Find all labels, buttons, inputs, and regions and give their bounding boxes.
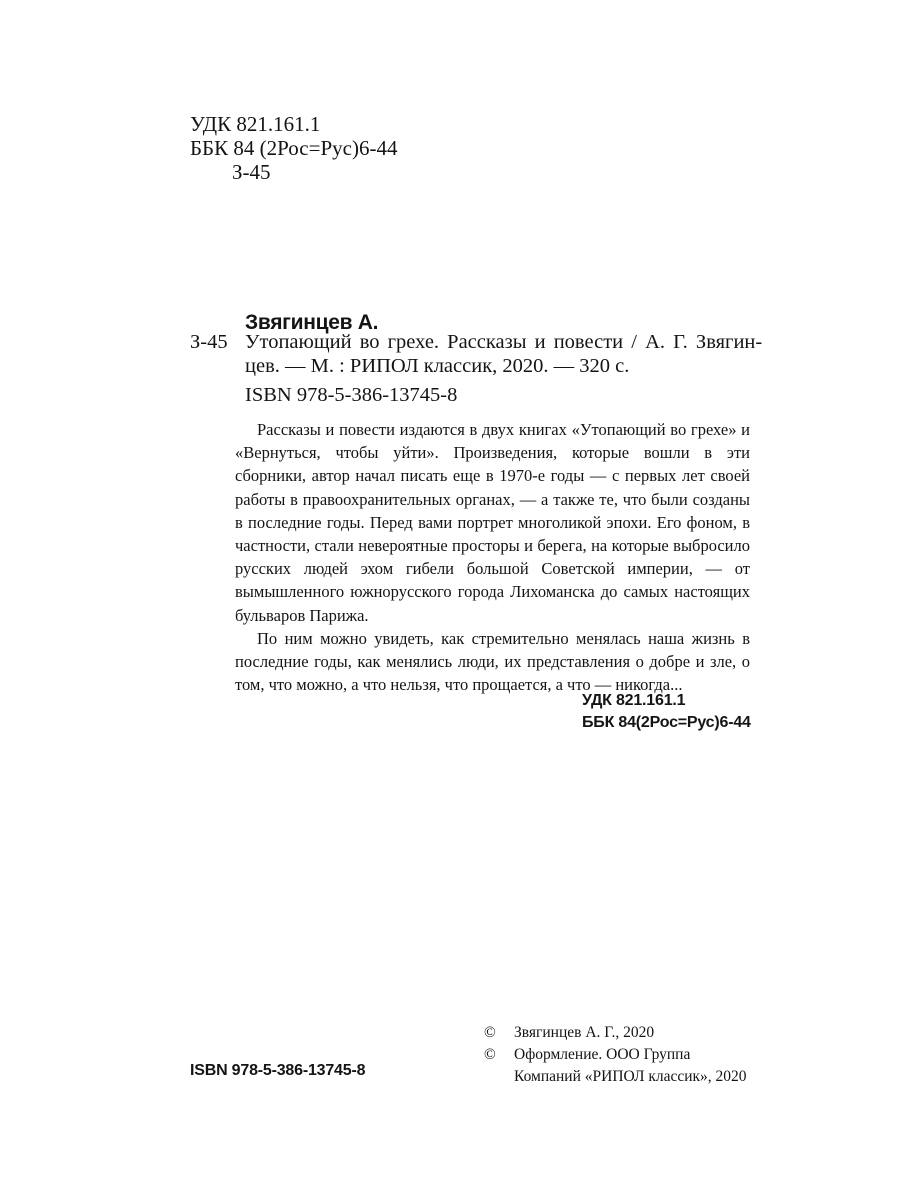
footer-classification-block bbox=[582, 690, 751, 734]
annotation-paragraph-1: Рассказы и повести издаются в двух книгах «Утопающий во грехе» и «Вернуться, чтобы уйти». Произведения, которые вошли в эти сборники, автор начал писать еще в 1970-е годы — с первых лет своей работы в правоохранительных органах, — а также те, что были созданы в последние годы. Перед вами портрет многоликой эпохи. Его фоном, в частности, стали невероятные просторы и берега, на которые выбросило русских людей эхом гибели большой Советской империи, — от вымышленного южнорусского города Лихоманска до самых настоящих бульваров Парижа. bbox=[235, 420, 750, 625]
copyright-author: Звягинцев А. Г., 2020 bbox=[514, 1024, 655, 1041]
record-isbn: ISBN 978-5-386-13745-8 bbox=[245, 384, 458, 406]
annotation bbox=[235, 418, 750, 696]
bbk-code: ББК 84 (2Рос=Рус)6-44 bbox=[190, 136, 398, 160]
author-sign: З-45 bbox=[232, 160, 271, 184]
record-line-1: Утопающий во грехе. Рассказы и повести / А. Г. Звягин- bbox=[245, 331, 763, 353]
author-heading: Звягинцев А. bbox=[245, 311, 379, 334]
copyright-icon: © bbox=[484, 1024, 496, 1041]
top-classification-block bbox=[190, 112, 397, 184]
record-code: З-45 bbox=[190, 331, 228, 353]
annotation-paragraph-2: По ним можно увидеть, как стремительно менялась наша жизнь в последние годы, как менялись люди, их представления о добре и зле, о том, что можно, а что нельзя, что прощается, а что — никогда... bbox=[235, 628, 750, 695]
bibliographic-record bbox=[190, 330, 763, 378]
copyright-design: Оформление. ООО Группа bbox=[514, 1046, 691, 1063]
copyright-design-publisher: Компаний «РИПОЛ классик», 2020 bbox=[514, 1068, 747, 1085]
udk-code: УДК 821.161.1 bbox=[190, 112, 321, 136]
record-line-2: цев. — М. : РИПОЛ классик, 2020. — 320 с. bbox=[245, 355, 630, 377]
copyright-icon: © bbox=[484, 1046, 496, 1063]
copyright-block bbox=[484, 1022, 747, 1088]
footer-isbn: ISBN 978-5-386-13745-8 bbox=[190, 1062, 366, 1079]
footer-bbk-code: ББК 84(2Рос=Рус)6-44 bbox=[582, 714, 751, 731]
footer-udk-code: УДК 821.161.1 bbox=[582, 692, 686, 709]
